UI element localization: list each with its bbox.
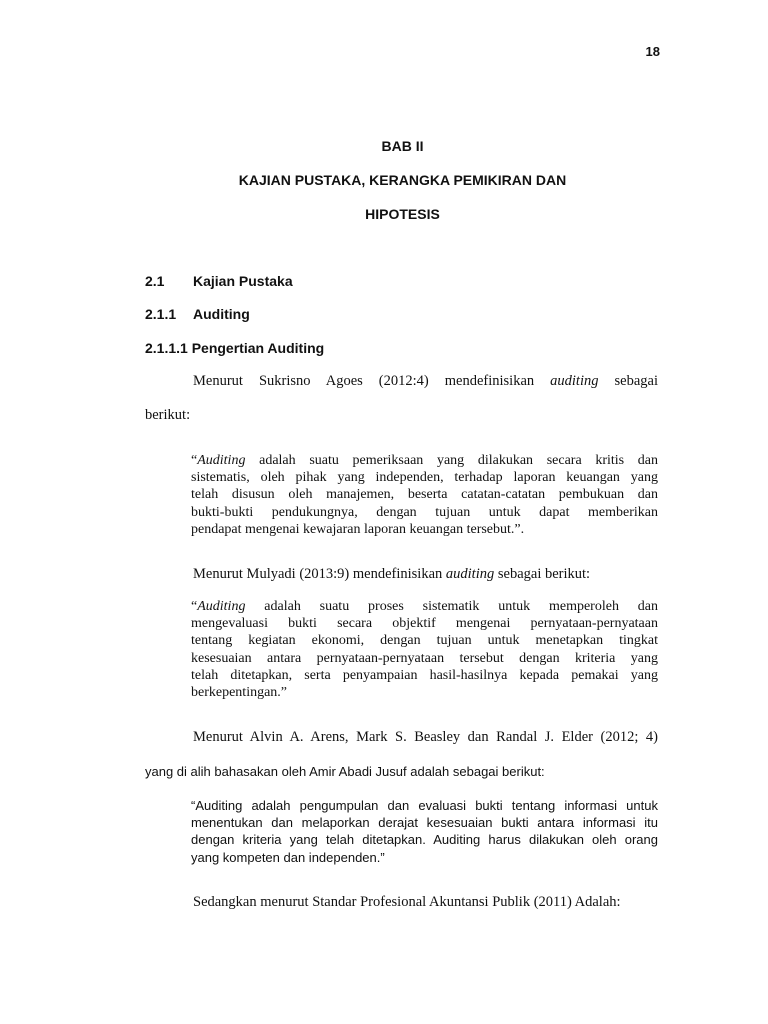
quote-line: bukti-bukti pendukungnya, dengan tujuan untuk dapat memberikan [191, 504, 658, 520]
text-run: sebagai [598, 373, 658, 389]
quote-line: pendapat mengenai kewajaran laporan keuangan tersebut.”. [191, 521, 525, 537]
paragraph-1-line-2: berikut: [145, 407, 191, 423]
italic-term: auditing [445, 566, 495, 582]
section-number: 2.1.1 [145, 306, 177, 322]
paragraph-3-line-1: Menurut Alvin A. Arens, Mark S. Beasley dan Randal J. Elder (2012; 4) [193, 729, 658, 745]
quote-line: “Auditing adalah suatu proses sistematik untuk memperoleh dan [191, 599, 658, 614]
paragraph-3-line-2: yang di alih bahasakan oleh Amir Abadi Jusuf adalah sebagai berikut: [145, 764, 545, 779]
quote-line: sistematis, oleh pihak yang independen, terhadap laporan keuangan yang [191, 470, 658, 486]
section-title: Auditing [193, 306, 250, 322]
quote-line: berkepentingan.” [191, 685, 288, 701]
quote-line: “Auditing adalah suatu pemeriksaan yang dilakukan secara kritis dan [191, 453, 658, 468]
quote-3 [191, 797, 658, 866]
text-run: sebagai berikut: [494, 566, 591, 582]
quote-line: telah ditetapkan, serta penyampaian hasil-hasilnya kepada pemakai yang [191, 667, 658, 683]
italic-term: auditing [550, 373, 599, 389]
quote-line: kesesuaian antara pernyataan-pernyataan tersebut dengan kriteria yang [191, 650, 658, 666]
quote-line: mengevaluasi bukti secara objektif mengenai pernyataan-pernyataan [191, 616, 658, 632]
chapter-label: BAB II [381, 138, 424, 154]
chapter-title-line2: HIPOTESIS [365, 206, 440, 222]
section-number: 2.1 [145, 273, 165, 289]
text-run: Menurut Mulyadi (2013:9) mendefinisikan [193, 566, 446, 582]
text-run: Menurut Sukrisno Agoes (2012:4) mendefinisikan [193, 373, 551, 389]
section-2-1-1-1: 2.1.1.1 Pengertian Auditing [145, 340, 325, 356]
quote-1 [191, 452, 658, 538]
italic-term: Auditing [197, 599, 246, 614]
chapter-title-line1: KAJIAN PUSTAKA, KERANGKA PEMIKIRAN DAN [238, 172, 567, 188]
paragraph-4: Sedangkan menurut Standar Profesional Akuntansi Publik (2011) Adalah: [193, 894, 621, 910]
italic-term: Auditing [197, 453, 246, 468]
quote-line: dengan kriteria yang telah ditetapkan. Auditing harus dilakukan oleh orang [191, 832, 658, 848]
quote-line: tentang kegiatan ekonomi, dengan tujuan untuk menetapkan tingkat [191, 633, 658, 649]
quote-line: “Auditing adalah pengumpulan dan evaluasi bukti tentang informasi untuk [191, 798, 658, 813]
section-title: Kajian Pustaka [193, 273, 293, 289]
section-2-1-1 [145, 306, 250, 322]
section-2-1 [145, 273, 293, 289]
quote-2 [191, 598, 658, 701]
quote-line: menentukan dan melaporkan derajat kesesuaian bukti antara informasi itu [191, 815, 658, 831]
page-number: 18 [645, 44, 660, 59]
paragraph-1-line-1 [193, 373, 658, 390]
paragraph-2 [193, 566, 590, 583]
quote-line: yang kompeten dan independen.” [191, 849, 385, 865]
quote-line: telah disusun oleh manajemen, beserta catatan-catatan pembukuan dan [191, 487, 658, 503]
